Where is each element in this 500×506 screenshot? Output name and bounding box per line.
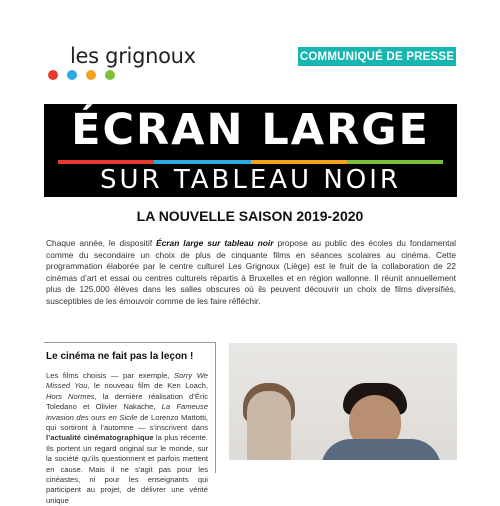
logo-dots [48,70,115,80]
sidebar-text-5: la plus récente. Ils portent un regard original sur le monde, sur la société qu’ils questionnent et parfois mettent en cause. Mais il ne s’agit pas pour les cinéastes, ni pour les enseignants qui participent au projet, de délivrer une vérité unique [46,433,208,505]
banner-title: ÉCRAN LARGE [71,105,430,155]
press-release-badge: COMMUNIQUÉ DE PRESSE [298,47,456,66]
sidebar-box [44,342,216,505]
sidebar-text-1: Les films choisis — par exemple, [46,371,174,380]
film-title-1: Sorry We Missed You [46,371,208,391]
title-banner [44,104,457,197]
intro-program-name: Écran large sur tableau noir [156,238,274,248]
logo-dot-blue [67,70,77,80]
intro-paragraph [46,238,456,308]
sidebar-text-3: , la dernière réalisation d’Éric Toledano et Olivier Nakache, [46,391,208,412]
intro-text-1: Chaque année, le dispositif [46,238,157,248]
stripe-orange [251,160,347,164]
banner-subtitle: SUR TABLEAU NOIR [100,165,401,195]
logo-dot-orange [86,70,96,80]
logo-dot-red [48,70,58,80]
sidebar-text-4: de Lorenzo Mattotti, qui sortiront à l’automne — s’inscrivent dans [46,412,208,433]
film-still-photo [229,343,457,460]
stripe-blue [154,160,250,164]
stripe-green [347,160,443,164]
logo-text: les grignoux [70,44,196,68]
sidebar-text-2: , le nouveau film de Ken Loach, [87,381,208,391]
stripe-red [58,160,154,164]
photo-person-left [247,391,291,460]
sidebar-text [46,371,208,506]
banner-stripe [58,160,443,164]
intro-text-2: propose au public des écoles du fondamental comme du secondaire un choix de plus de cinquante films en séances scolaires au cinéma. Cette programmation élaborée par le centre culturel Les Grignoux (Liège) est le fruit de la collaboration de 22 cinémas d’art et essai ou centres culturels répartis à Bruxelles et en région wallonne. Il réunit annuellement plus de 125.000 élèves dans les salles obscures où ils peuvent découvrir un choix de films diversifiés, susceptibles de les émouvoir comme de les faire réfléchir. [46,238,456,306]
film-title-3: La Fameuse invasion des ours en Sicile [46,402,208,422]
sidebar-bold-phrase: l’actualité cinématographique [46,433,154,443]
photo-person-right-body [321,439,441,460]
logo-dot-green [105,70,115,80]
sidebar-title: Le cinéma ne fait pas la leçon ! [46,351,194,362]
film-title-2: Hors Normes [46,391,95,401]
season-title: LA NOUVELLE SAISON 2019-2020 [136,208,364,224]
